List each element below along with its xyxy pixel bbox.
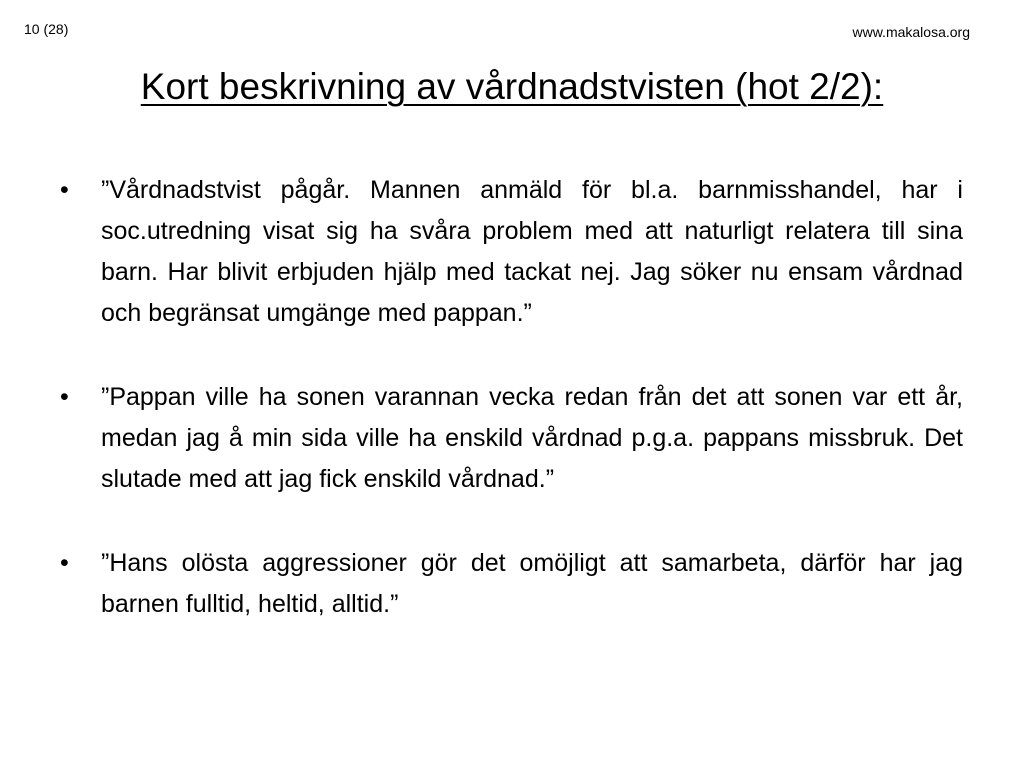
bullet-text: ”Hans olösta aggressioner gör det omöjligt att samarbeta, därför har jag barnen fulltid, heltid, alltid.”: [101, 549, 963, 618]
bullet-icon: •: [60, 383, 69, 411]
website-url: www.makalosa.org: [852, 24, 970, 40]
slide-title: Kort beskrivning av vårdnadstvisten (hot 2/2):: [140, 66, 884, 107]
page-number: 10 (28): [24, 21, 69, 37]
bullet-item: [56, 170, 963, 334]
bullet-text: ”Vårdnadstvist pågår. Mannen anmäld för bl.a. barnmisshandel, har i soc.utredning visat sig ha svåra problem med att naturligt relatera till sina barn. Har blivit erbjuden hjälp med tackat nej. Jag söker nu ensam vårdnad och begränsat umgänge med pappan.”: [101, 176, 963, 327]
bullet-item: [56, 543, 963, 625]
bullet-text: ”Pappan ville ha sonen varannan vecka redan från det att sonen var ett år, medan jag å min sida ville ha enskild vårdnad p.g.a. pappans missbruk. Det slutade med att jag fick enskild vårdnad.”: [101, 383, 963, 493]
bullet-list: [56, 170, 963, 668]
bullet-icon: •: [60, 549, 69, 577]
bullet-icon: •: [60, 176, 69, 204]
bullet-item: [56, 377, 963, 500]
